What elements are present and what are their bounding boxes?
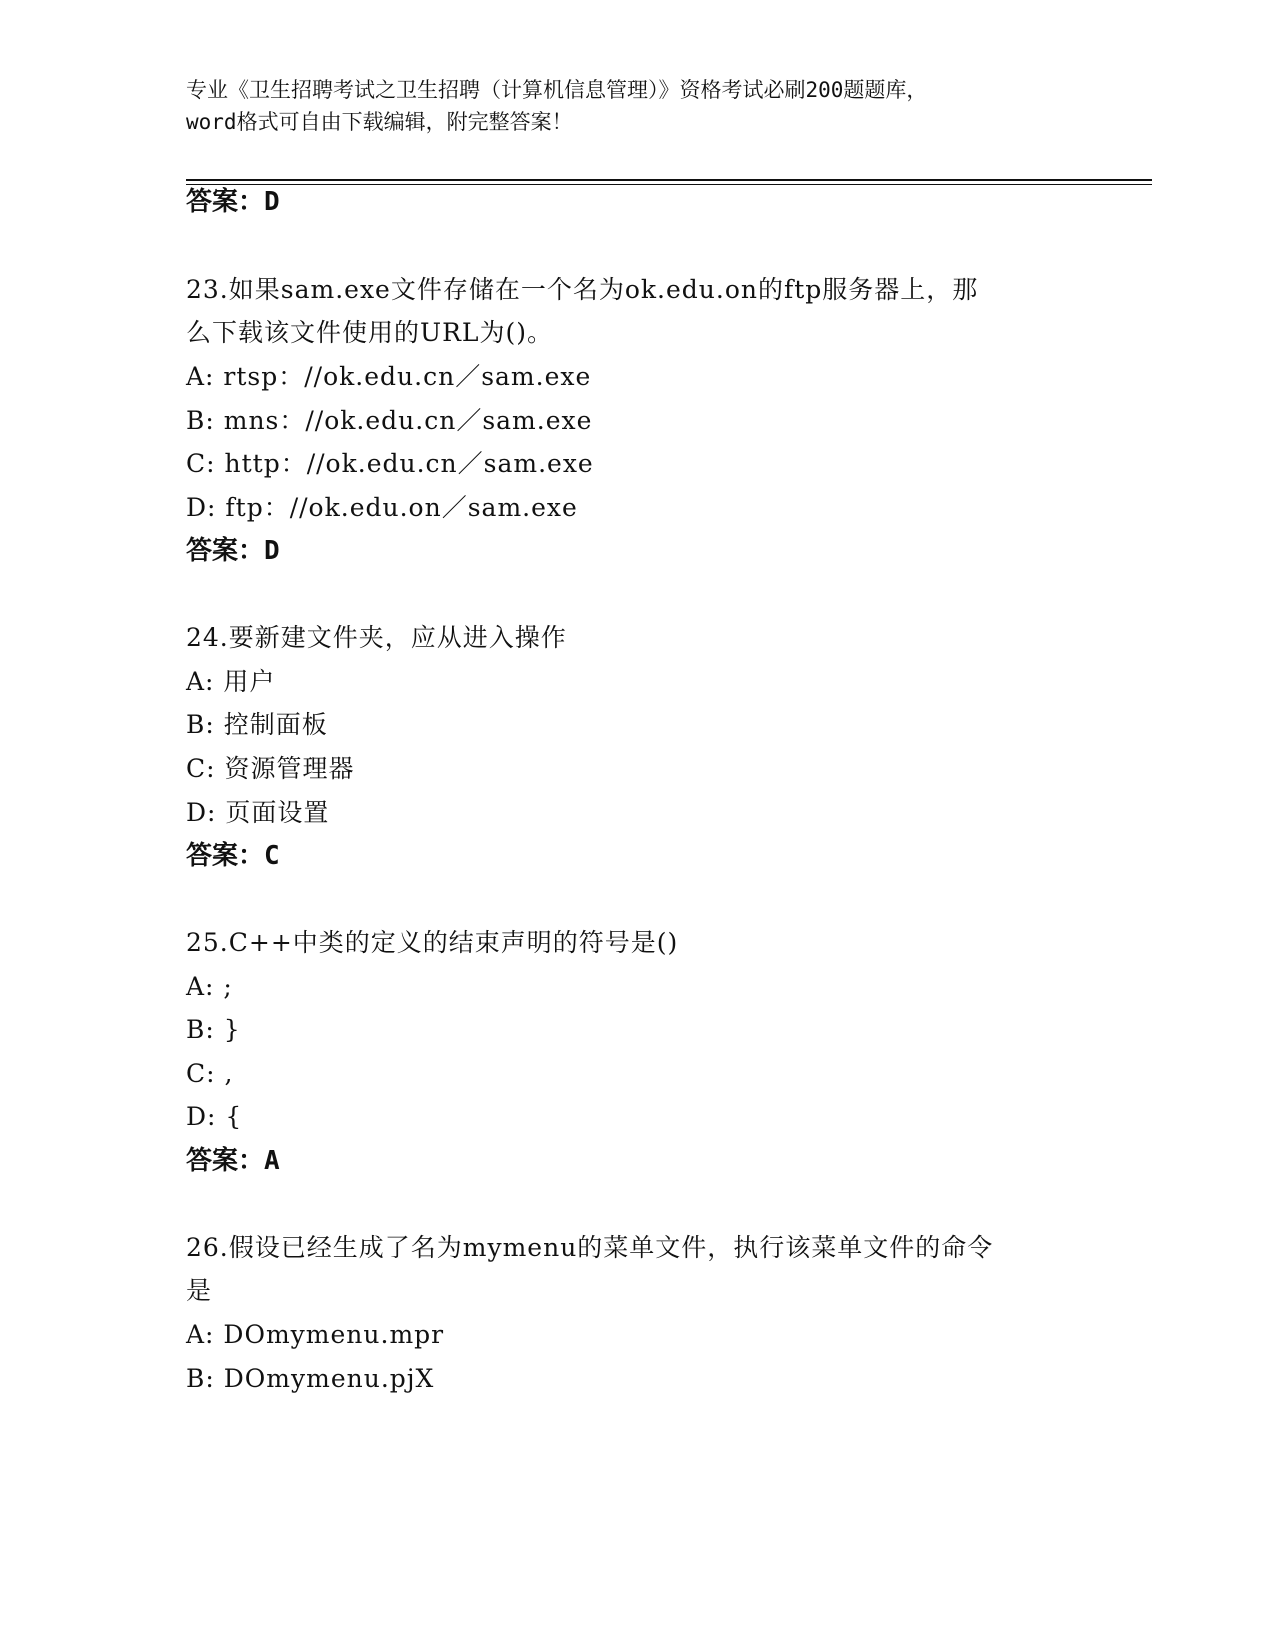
answer-q23: 答案：D <box>186 536 280 566</box>
header-rule-thick <box>186 179 1152 181</box>
q23-option-a: A: rtsp：//ok.edu.cn／sam.exe <box>186 362 592 391</box>
q25-stem-line-1: 25.C++中类的定义的结束声明的符号是() <box>186 928 679 957</box>
q24-option-a: A: 用户 <box>186 667 276 696</box>
q25-option-c: C: , <box>186 1059 234 1088</box>
q26-option-a: A: DOmymenu.mpr <box>186 1320 445 1349</box>
q24-option-b: B: 控制面板 <box>186 710 328 739</box>
header-rule-thin <box>186 184 1152 185</box>
q23-option-c: C: http：//ok.edu.cn／sam.exe <box>186 449 594 478</box>
q25-option-d: D: { <box>186 1102 243 1131</box>
q26-stem-line-2: 是 <box>186 1276 213 1305</box>
answer-q24: 答案：C <box>186 841 280 871</box>
q24-stem-line-1: 24.要新建文件夹，应从进入操作 <box>186 623 567 652</box>
header-line-1: 专业《卫生招聘考试之卫生招聘（计算机信息管理）》资格考试必刷200题题库， <box>186 78 928 102</box>
q24-option-c: C: 资源管理器 <box>186 754 355 783</box>
page-header <box>186 74 1066 138</box>
answer-q22: 答案：D <box>186 187 280 217</box>
answer-q25: 答案：A <box>186 1146 280 1176</box>
q25-option-a: A: ; <box>186 972 233 1001</box>
q26-option-b: B: DOmymenu.pjX <box>186 1364 435 1393</box>
q23-option-b: B: mns：//ok.edu.cn／sam.exe <box>186 406 593 435</box>
q24-option-d: D: 页面设置 <box>186 798 330 827</box>
q25-option-b: B: } <box>186 1015 241 1044</box>
header-line-2: word格式可自由下载编辑，附完整答案！ <box>186 110 573 134</box>
q26-stem-line-1: 26.假设已经生成了名为mymenu的菜单文件，执行该菜单文件的命令 <box>186 1233 994 1262</box>
q23-stem-line-2: 么下载该文件使用的URL为()。 <box>186 318 554 347</box>
q23-option-d: D: ftp：//ok.edu.on／sam.exe <box>186 493 578 522</box>
q23-stem-line-1: 23.如果sam.exe文件存储在一个名为ok.edu.on的ftp服务器上，那 <box>186 275 979 304</box>
